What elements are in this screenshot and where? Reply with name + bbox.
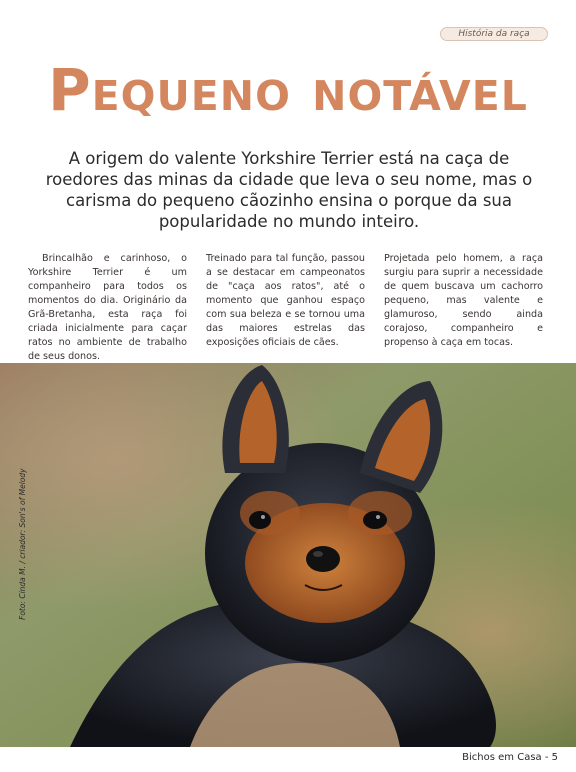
- body-column-2: Treinado para tal função, passou a se destacar em campeonatos de "caça aos ratos", até o momento que ganhou espaço com sua beleza e se tornou uma das maiores estrelas das exposições oficiais de cães.: [206, 253, 365, 348]
- body-column-3: Projetada pelo homem, a raça surgiu para suprir a necessidade de quem buscava um cachorro pequeno, mas valente e glamuroso, sendo ainda corajoso, companheiro e propenso à caça em tocas.: [384, 253, 543, 348]
- article-title: Pequeno notável: [48, 56, 528, 124]
- page-footer: Bichos em Casa - 5: [462, 752, 558, 763]
- body-column-1: Brincalhão e carinhoso, o Yorkshire Terrier é um companheiro para todos os momentos do dia. Originário da Grã-Bretanha, esta raça foi criada inicialmente para caçar ratos no ambiente de trabalho de seus donos.: [28, 253, 187, 362]
- section-tag: História da raça: [440, 27, 548, 41]
- photo-credit: Foto: Cinda M. / criador: Son's of Melody: [18, 468, 27, 620]
- article-lede: A origem do valente Yorkshire Terrier está na caça de roedores das minas da cidade que leva o seu nome, mas o carisma do pequeno cãozinho ensina o porque da sua popularidade no mundo inteiro.: [45, 149, 533, 231]
- yorkshire-terrier-photo: [0, 363, 576, 747]
